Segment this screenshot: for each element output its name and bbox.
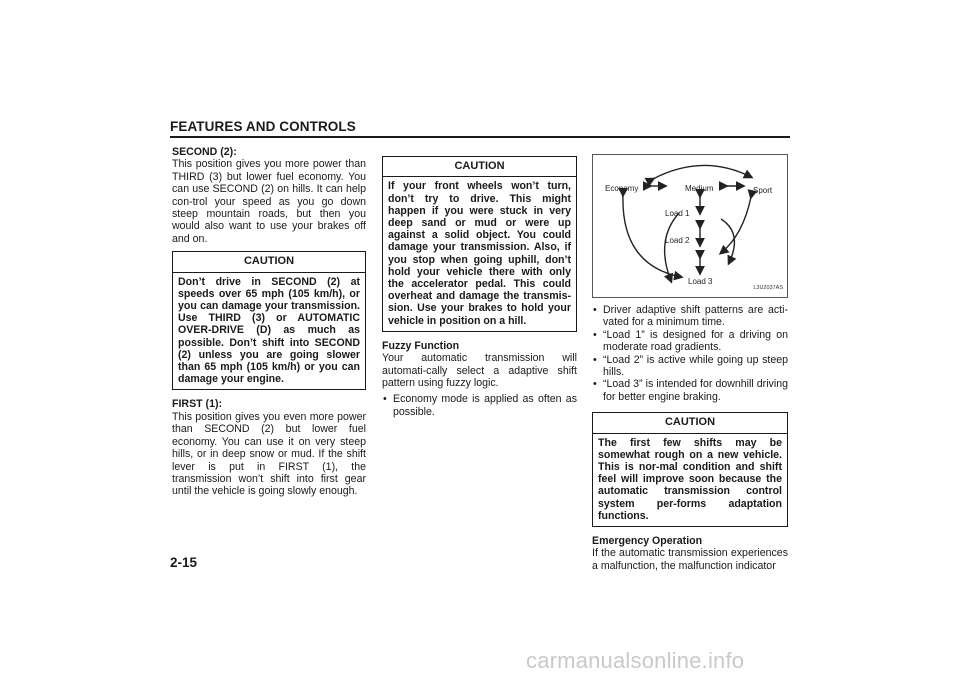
list-item: • Economy mode is applied as often as possible. [382,393,577,418]
list-item: • “Load 2” is active while going up steep hills. [592,354,788,379]
emergency-paragraph: If the automatic transmission experiences a malfunction, the malfunction indicator [592,547,788,572]
first-heading: FIRST (1): [172,398,223,411]
caution-title: CAUTION [593,413,787,433]
page-number: 2-15 [170,555,198,570]
caution-text: Don’t drive in SECOND (2) at speeds over 65 mph (105 km/h), or you can damage your transmission. Use THIRD (3) or AUTOMATIC OVER-DRIVE (D) as much as possible. Don’t shift into SECOND (2) unless you are going slower than 65 mph (105 km/h) or you can damage your engine. [178,275,360,386]
label-economy: Economy [605,184,639,193]
list-item: • “Load 3” is intended for downhill driving for better engine braking. [592,378,788,403]
label-load3: Load 3 [688,277,713,286]
label-load2: Load 2 [665,236,690,245]
right-column [592,146,788,572]
caution-box-second [172,251,366,390]
fuzzy-heading: Fuzzy Function [382,339,460,352]
load-bullet-list [592,304,788,403]
header-rule [170,136,790,138]
caution-box-stuck [382,156,577,332]
left-column [172,146,366,498]
second-heading: SECOND (2): [172,146,237,158]
arrow-sport-load3 [721,197,751,253]
label-sport: Sport [753,186,773,195]
emergency-heading: Emergency Operation [592,535,703,548]
second-paragraph: This position gives you more power than THIRD (3) but lower fuel economy. You can use SECOND (2) on hills. It can help con-trol your speed as you go down steep mountain roads, but then you would also want to use your brakes off and on. [172,158,366,245]
fuzzy-bullet-list [382,393,577,418]
diagram-code: L3U2037AS [753,284,783,291]
caution-text: If your front wheels won’t turn, don’t try to drive. This might happen if you were stuck in very deep sand or mud or were up against a solid object. You could damage your transmission. Also, if you stop when going uphill, don’t hold your vehicle there with only the accelerator pedal. This could overheat and damage the transmis-sion. Use your brakes to hold your vehicle in position on a hill. [388,180,571,327]
list-item: • Driver adaptive shift patterns are acti-vated for a minimum time. [592,304,788,329]
caution-box-shifts [592,412,788,527]
caution-text: The first few shifts may be somewhat rough on a new vehicle. This is nor-mal condition and shift feel will improve soon because the automatic transmission control system per-forms adaptation functions. [598,436,782,522]
label-medium: Medium [685,184,714,193]
label-load1: Load 1 [665,209,690,218]
arrow-economy-sport [653,165,751,179]
fuzzy-paragraph: Your automatic transmission will automati-cally select a adaptive shift pattern using fuzzy logic. [382,352,577,390]
caution-title: CAUTION [383,157,576,177]
caution-title: CAUTION [173,252,365,272]
watermark: carmanualsonline.info [526,648,745,673]
section-title: FEATURES AND CONTROLS [170,119,356,134]
first-paragraph: This position gives you even more power than SECOND (2) but lower fuel economy. You can use it on very steep hills, or in deep snow or mud. If the shift lever is put in FIRST (1), the transmission won’t shift into first gear until the vehicle is going slowly enough. [172,410,366,498]
middle-column [382,146,577,418]
list-item: • “Load 1” is designed for a driving on moderate road gradients. [592,329,788,354]
shift-pattern-diagram [592,154,788,298]
